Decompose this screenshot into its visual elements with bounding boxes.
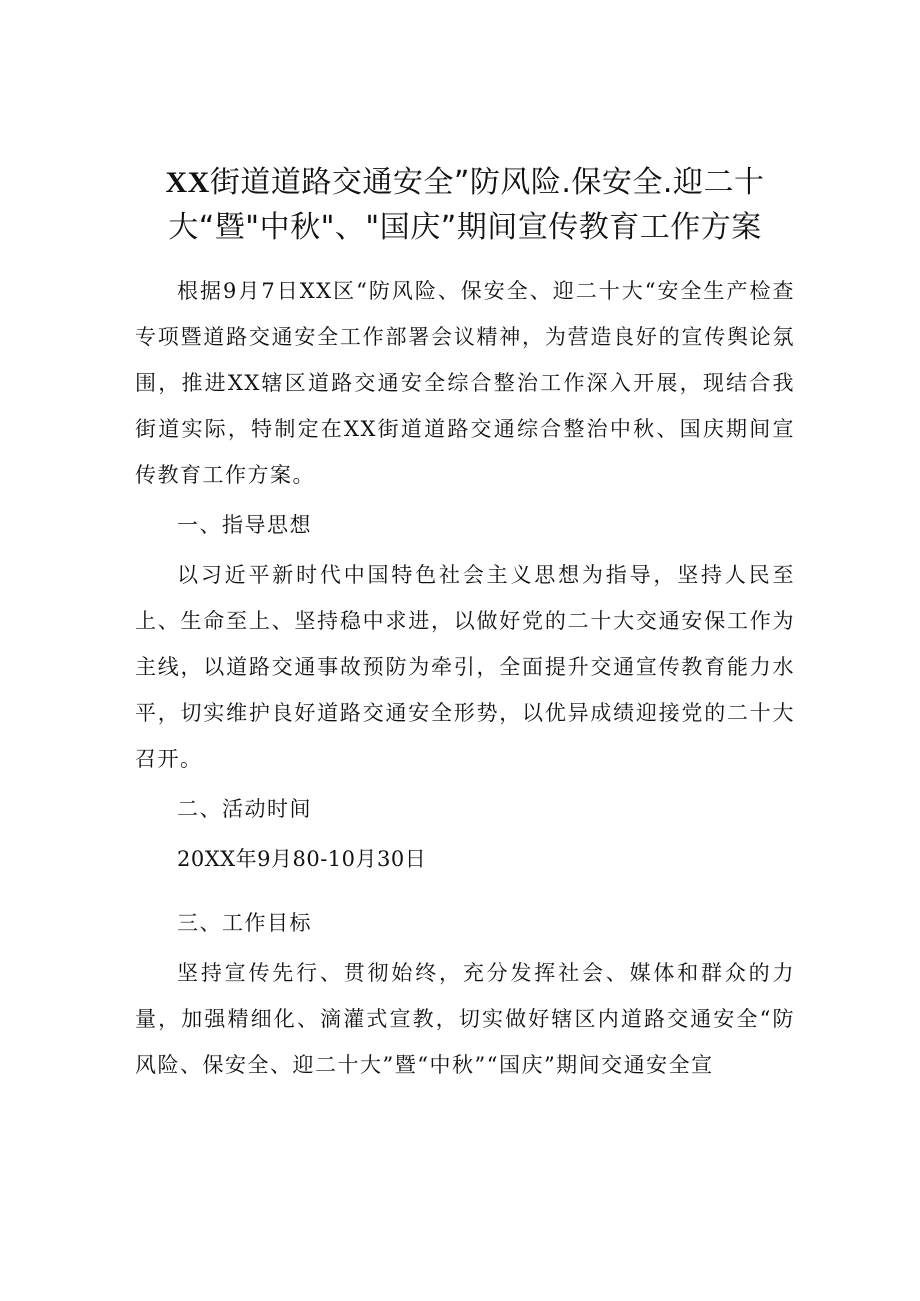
document-title xyxy=(135,160,795,250)
section3-heading: 三、工作目标 xyxy=(177,911,312,935)
section1-heading: 一、指导思想 xyxy=(177,513,312,537)
section1-paragraph: 以习近平新时代中国特色社会主义思想为指导，坚持人民至上、生命至上、坚持稳中求进，以做好党的二十大交通安保工作为主线，以道路交通事故预防为牵引，全面提升交通宣传教育能力水平，切实维护良好道路交通安全形势，以优异成绩迎接党的二十大召开。 xyxy=(135,563,795,771)
document-page xyxy=(135,160,795,1092)
section2-heading: 二、活动时间 xyxy=(177,797,312,821)
title-prefix: XX xyxy=(165,166,210,199)
title-line2: 大“暨"中秋"、"国庆”期间宣传教育工作方案 xyxy=(168,210,762,245)
title-line1: 街道道路交通安全”防风险.保安全.迎二十 xyxy=(209,165,765,200)
intro-paragraph: 根据9月7日XX区“防风险、保安全、迎二十大“安全生产检查专项暨道路交通安全工作部署会议精神，为营造良好的宣传舆论氛围，推进XX辖区道路交通安全综合整治工作深入开展，现结合我街道实际，特制定在XX街道道路交通综合整治中秋、国庆期间宣传教育工作方案。 xyxy=(135,279,795,487)
section2-date: 20XX年9月80-10月30日 xyxy=(177,847,427,871)
section3-paragraph: 坚持宣传先行、贯彻始终，充分发挥社会、媒体和群众的力量，加强精细化、滴灌式宣教，切实做好辖区内道路交通安全“防风险、保安全、迎二十大”暨“中秋”“国庆”期间交通安全宣 xyxy=(135,961,795,1077)
